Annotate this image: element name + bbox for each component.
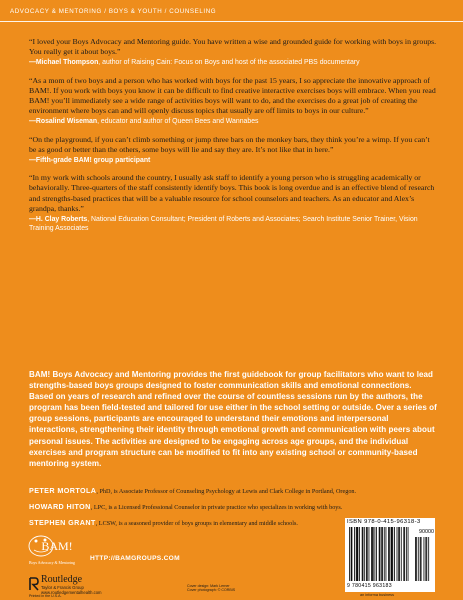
author-name: PETER MORTOLA xyxy=(29,486,97,495)
author-credential: , LCSW xyxy=(95,520,116,527)
author-bio xyxy=(29,487,449,496)
barcode-bar xyxy=(392,527,393,581)
barcode-bar xyxy=(384,527,385,581)
price-code: 90000 xyxy=(419,529,434,535)
cover-credits xyxy=(187,584,247,593)
barcode-addon-bar xyxy=(426,537,427,581)
isbn-label: ISBN 978-0-415-96318-3 xyxy=(347,519,421,525)
barcode-bar xyxy=(367,527,368,581)
cover-photo-credit: Cover photograph: © CORBIS xyxy=(187,588,236,593)
barcode-bar xyxy=(358,527,359,581)
quote-author: —Rosalind Wiseman xyxy=(29,118,98,126)
barcode-bar xyxy=(352,527,353,581)
informa-business: an informa business xyxy=(360,593,394,597)
quote-author: —Michael Thompson xyxy=(29,59,99,67)
author-bio-text: , is a seasoned provider of boys groups in elementary and middle schools. xyxy=(115,520,298,527)
barcode-addon-bar xyxy=(420,537,421,581)
barcode-bar xyxy=(389,527,390,581)
endorsements xyxy=(29,37,437,241)
barcode-bar xyxy=(354,527,355,581)
barcode-bar xyxy=(375,527,376,581)
quote-attribution xyxy=(29,58,437,67)
barcode-addon-bar xyxy=(428,537,429,581)
barcode-bar xyxy=(397,527,398,581)
quote-attribution xyxy=(29,215,437,233)
bam-logo-word: BAM! xyxy=(41,539,73,553)
barcode-bar xyxy=(372,527,373,581)
quote-author-role: , National Education Consultant; President of Roberts and Associates; Search Institute Senior Trainer, Vision Training Associates xyxy=(29,216,418,233)
endorsement-1 xyxy=(29,37,437,68)
barcode-addon-bar xyxy=(416,537,417,581)
barcode-bar xyxy=(349,527,350,581)
bam-website-link[interactable]: HTTP://BAMGROUPS.COM xyxy=(90,555,180,562)
barcode-bar xyxy=(382,527,383,581)
barcode-bar xyxy=(371,527,372,581)
barcode-addon-bar xyxy=(424,537,425,581)
barcode-bar xyxy=(366,527,367,581)
quote-author-role: , author of Raising Cain: Focus on Boys and host of the associated PBS documentary xyxy=(98,59,360,67)
endorsement-2 xyxy=(29,76,437,127)
barcode-bar xyxy=(399,527,400,581)
printed-in: Printed in the U.S.A. xyxy=(29,594,62,598)
barcode-bar xyxy=(379,527,380,581)
barcode-bar xyxy=(380,527,381,581)
quote-attribution xyxy=(29,156,437,165)
barcode-bar xyxy=(391,527,392,581)
barcode-bar xyxy=(364,527,365,581)
barcode-digits: 9 780415 963183 xyxy=(347,583,392,589)
barcode-bar xyxy=(351,527,352,581)
barcode-bar xyxy=(394,527,395,581)
publisher-subtitle: Taylor & Francis Group xyxy=(41,585,84,590)
quote-text: “In my work with schools around the country, I usually ask staff to identify a young person who is struggling academically or behaviorally. Three-quarters of the staff consistently identify boys. This book is long overdue and is an effective blend of research and strengths-based practices that will be a valuable resource for school counselors and teachers. As an educator and Alex’s grandpa, thanks.” xyxy=(29,173,435,213)
barcode-bar xyxy=(359,527,360,581)
bam-logo-caption: Boys Advocacy & Mentoring xyxy=(29,561,75,565)
barcode-bar xyxy=(357,527,358,581)
barcode-bar xyxy=(398,527,399,581)
publisher-name: Routledge xyxy=(41,574,83,585)
header-divider xyxy=(0,21,463,22)
quote-attribution xyxy=(29,117,437,126)
barcode-bar xyxy=(381,527,382,581)
isbn-barcode xyxy=(345,518,435,592)
barcode-bars xyxy=(347,527,433,583)
author-bio-text: , is Associate Professor of Counseling Psychology at Lewis and Clark College in Portland, Oregon. xyxy=(110,488,357,495)
barcode-bar xyxy=(406,527,407,581)
barcode-addon-bar xyxy=(421,537,422,581)
barcode-bar xyxy=(373,527,374,581)
author-name: STEPHEN GRANT xyxy=(29,518,96,527)
barcode-bar xyxy=(401,527,402,581)
barcode-addon-bar xyxy=(418,537,419,581)
quote-text: “On the playground, if you can’t climb something or jump three bars on the monkey bars, they think you’re a wimp. If you can’t be as good or better than the others, some boys will lie and say they are. It’s not like that in here.” xyxy=(29,134,430,154)
barcode-addon-bar xyxy=(425,537,426,581)
barcode-bar xyxy=(392,527,393,581)
bam-logo xyxy=(27,531,87,576)
quote-text: “As a mom of two boys and a person who has worked with boys for the past 15 years, I so appreciate the innovative approach of BAM!. If you work with boys you know it can be difficult to find creative interactive exercises boys will embrace. When you read BAM! you’ll immediately see a wide range of activities boys will want to do, and the exercises do a great job of creating the environment where boys can and will openly discuss topics that usually are off limits to boys in our culture.” xyxy=(29,75,436,116)
quote-author: —H. Clay Roberts xyxy=(29,216,88,224)
barcode-addon-bar xyxy=(415,537,416,581)
quote-author: —Fifth-grade BAM! group participant xyxy=(29,157,151,165)
endorsement-4 xyxy=(29,173,437,233)
author-name: HOWARD HITON xyxy=(29,502,91,511)
barcode-bar xyxy=(408,527,409,581)
author-bio-text: , is a Licensed Professional Counselor in private practice who specializes in working with boys. xyxy=(105,504,343,511)
quote-text: “I loved your Boys Advocacy and Mentoring guide. You have written a wise and grounded guide for working with boys in groups. You really get it about boys.” xyxy=(29,37,437,57)
publisher-block xyxy=(41,575,102,595)
barcode-bar xyxy=(362,527,363,581)
publisher-website: www.routledgementalhealth.com xyxy=(41,590,102,595)
barcode-bar xyxy=(369,527,370,581)
category-line: ADVOCACY & MENTORING / BOYS & YOUTH / COUNSELING xyxy=(10,8,217,15)
barcode-bar xyxy=(363,527,364,581)
author-credential: , PhD xyxy=(96,488,111,495)
barcode-bar xyxy=(356,527,357,581)
routledge-r-icon xyxy=(29,577,39,591)
cover-design-credit: Cover design: Mark Lerner xyxy=(187,584,230,588)
book-description: BAM! Boys Advocacy and Mentoring provides the first guidebook for group facilitators who want to lead strengths-based boys groups designed to foster communication skills and emotional connections. Based on years of research and refined over the course of countless sessions run by the authors, the program has been field-tested and tailored for use either in the school setting or outside. Over a series of group sessions, participants are encouraged to understand their emotions and interpersonal interactions, strengthening their identity through emotional growth and communication with peers about personal issues. The activities are designed to be engaging across age groups, and the individual exercises and program structure can be modified to fit into any existing school or community-based mentoring system. xyxy=(29,370,437,468)
author-bio xyxy=(29,503,449,512)
quote-author-role: , educator and author of Queen Bees and Wannabes xyxy=(97,118,259,126)
endorsement-3 xyxy=(29,135,437,166)
barcode-bar xyxy=(386,527,387,581)
barcode-bar xyxy=(376,527,377,581)
barcode-bar xyxy=(403,527,404,581)
barcode-bar xyxy=(388,527,389,581)
barcode-bar xyxy=(404,527,405,581)
author-credential: , LPC xyxy=(90,504,106,511)
